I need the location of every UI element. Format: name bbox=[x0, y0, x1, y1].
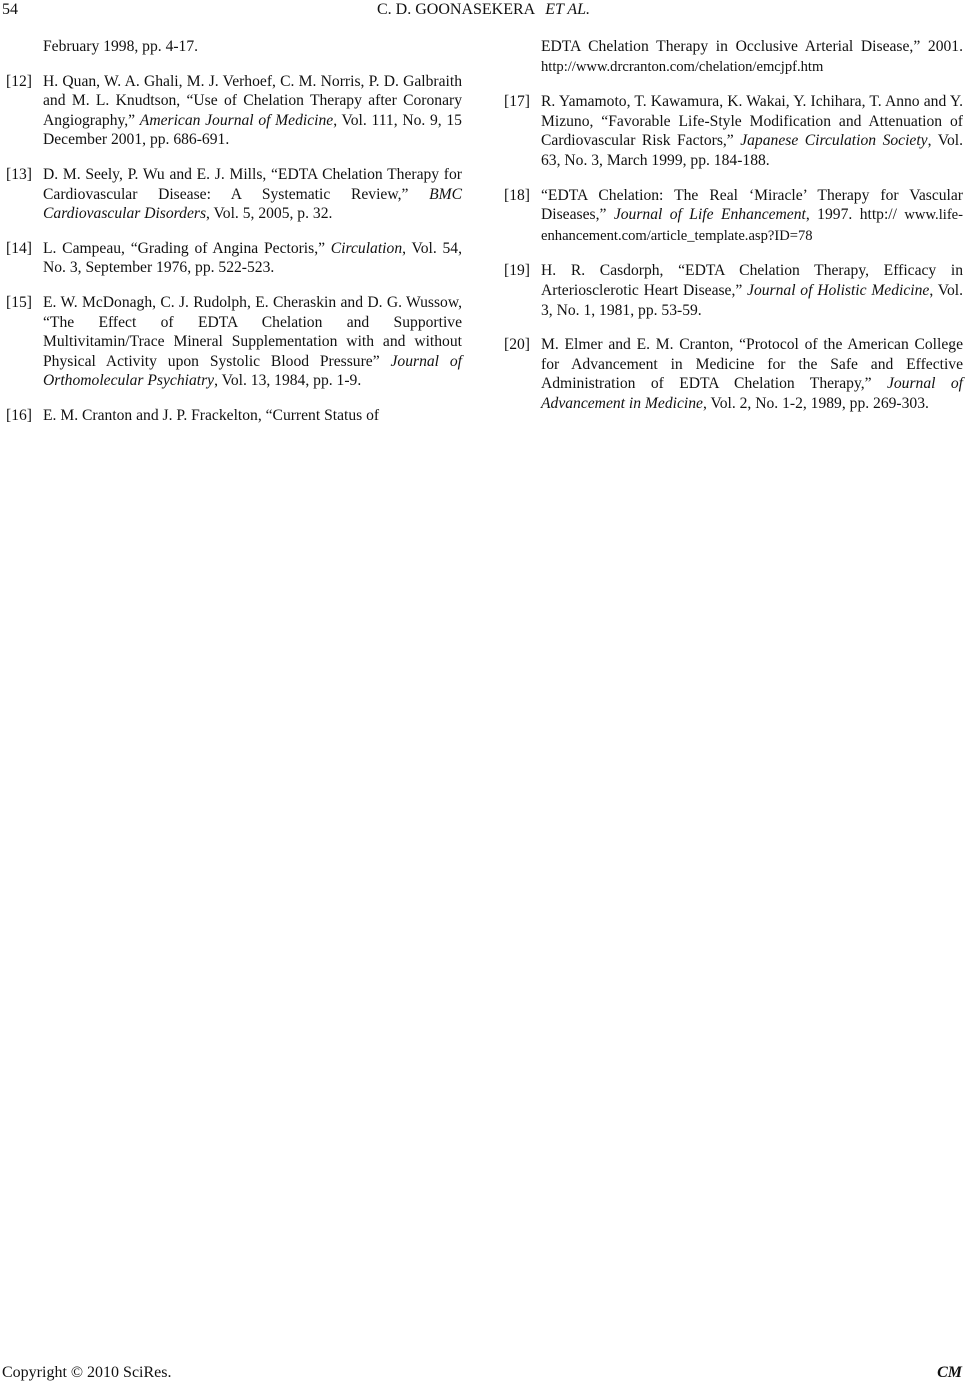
reference-authors-title: E. W. McDonagh, C. J. Rudolph, E. Cheraskin and D. G. Wussow, “The Effect of EDTA Chelation and Supportive Multivitamin/Trace Mineral Supplementation with and without Physical Activity upon Systolic Blood Pressure” bbox=[43, 293, 462, 370]
reference-journal: American Journal of Medicine bbox=[139, 111, 334, 129]
reference-authors-title: M. Elmer and E. M. Cranton, “Protocol of the American College for Advancement in Medicine for the Safe and Effective Administration of EDTA Chelation Therapy,” bbox=[541, 336, 963, 393]
running-head-et-al: ET AL. bbox=[545, 1, 590, 18]
reference-authors-title: “EDTA Chelation: The Real ‘Miracle’ Therapy for Vascular Diseases,” bbox=[541, 186, 963, 224]
reference-continuation: February 1998, pp. 4-17. bbox=[43, 38, 199, 55]
reference-number: [17] bbox=[504, 93, 530, 111]
reference-20 bbox=[504, 335, 963, 413]
reference-details: , Vol. 2, No. 1-2, 1989, pp. 269-303. bbox=[702, 394, 929, 412]
reference-journal: BMC Cardiovascular Disorders bbox=[43, 185, 462, 223]
reference-authors-title: H. R. Casdorph, “EDTA Chelation Therapy, Efficacy in Arteriosclerotic Heart Disease,” bbox=[541, 262, 963, 299]
reference-authors-title: L. Campeau, “Grading of Angina Pectoris,” bbox=[43, 239, 331, 257]
reference-text bbox=[43, 406, 462, 426]
reference-text bbox=[541, 92, 963, 170]
reference-text bbox=[43, 165, 462, 224]
page-number: 54 bbox=[2, 1, 18, 18]
reference-number: [20] bbox=[504, 336, 530, 354]
reference-15 bbox=[6, 293, 462, 391]
left-column bbox=[6, 37, 462, 441]
reference-18 bbox=[504, 186, 963, 247]
reference-journal: Circulation bbox=[330, 239, 403, 257]
reference-text bbox=[43, 239, 462, 278]
reference-url: www.life-enhancement.com/article_template.asp?ID=78 bbox=[541, 207, 964, 244]
reference-number: [16] bbox=[6, 406, 32, 424]
reference-16 bbox=[6, 406, 462, 426]
reference-details: , Vol. 13, 1984, pp. 1-9. bbox=[214, 372, 362, 390]
reference-text bbox=[43, 72, 462, 150]
reference-number: [13] bbox=[6, 165, 32, 183]
reference-details: , Vol. 54, No. 3, September 1976, pp. 522-523. bbox=[43, 239, 462, 277]
reference-journal: Japanese Circulation Society bbox=[740, 132, 928, 150]
reference-19 bbox=[504, 261, 963, 320]
reference-journal: Journal of Holistic Medicine bbox=[747, 281, 930, 299]
reference-17 bbox=[504, 92, 963, 170]
reference-text bbox=[541, 261, 963, 320]
reference-authors-title: D. M. Seely, P. Wu and E. J. Mills, “EDTA Chelation Therapy for Cardiovascular Disease: A Systematic Review,” bbox=[43, 165, 462, 203]
reference-url: http://www.drcranton.com/chelation/emcjpf.htm bbox=[541, 58, 824, 75]
reference-text bbox=[541, 335, 963, 413]
reference-authors-title: R. Yamamoto, T. Kawamura, K. Wakai, Y. Ichihara, T. Anno and Y. Mizuno, “Favorable Life-Style Modification and Attenuation of Cardiovascular Risk Factors,” bbox=[541, 93, 963, 150]
footer-copyright: Copyright © 2010 SciRes. bbox=[2, 1364, 172, 1381]
reference-journal: Journal of Orthomolecular Psychiatry bbox=[43, 352, 462, 390]
reference-number: [14] bbox=[6, 239, 32, 257]
reference-text bbox=[541, 186, 963, 247]
reference-continuation-text: EDTA Chelation Therapy in Occlusive Arterial Disease,” 2001. bbox=[541, 38, 963, 55]
reference-12 bbox=[6, 72, 462, 150]
running-head-authors: C. D. GOONASEKERA bbox=[377, 1, 536, 18]
reference-authors-title: H. Quan, W. A. Ghali, M. J. Verhoef, C. M. Norris, P. D. Galbraith and M. L. Knudtson, “Use of Chelation Therapy after Coronary Angiography,” bbox=[43, 72, 462, 129]
reference-details: , Vol. 5, 2005, p. 32. bbox=[206, 205, 333, 223]
right-column bbox=[504, 37, 963, 429]
reference-details: , Vol. 3, No. 1, 1981, pp. 53-59. bbox=[541, 281, 963, 319]
footer-journal-abbreviation: CM bbox=[937, 1364, 962, 1381]
reference-details: , Vol. 111, No. 9, 15 December 2001, pp. 686-691. bbox=[43, 111, 462, 149]
reference-text bbox=[43, 293, 462, 391]
reference-number: [18] bbox=[504, 186, 530, 204]
reference-number: [15] bbox=[6, 293, 32, 311]
reference-14 bbox=[6, 239, 462, 278]
reference-details: , Vol. 63, No. 3, March 1999, pp. 184-188. bbox=[541, 132, 963, 169]
reference-details: , 1997. http:// bbox=[805, 206, 905, 224]
reference-authors-title: E. M. Cranton and J. P. Frackelton, “Current Status of bbox=[43, 406, 380, 424]
reference-number: [19] bbox=[504, 262, 530, 280]
reference-journal: Journal of Advancement in Medicine bbox=[541, 375, 963, 412]
reference-journal: Journal of Life Enhancement bbox=[613, 206, 806, 224]
reference-continuation bbox=[504, 37, 963, 77]
reference-number: [12] bbox=[6, 72, 32, 90]
running-head bbox=[0, 1, 967, 19]
reference-13 bbox=[6, 165, 462, 224]
